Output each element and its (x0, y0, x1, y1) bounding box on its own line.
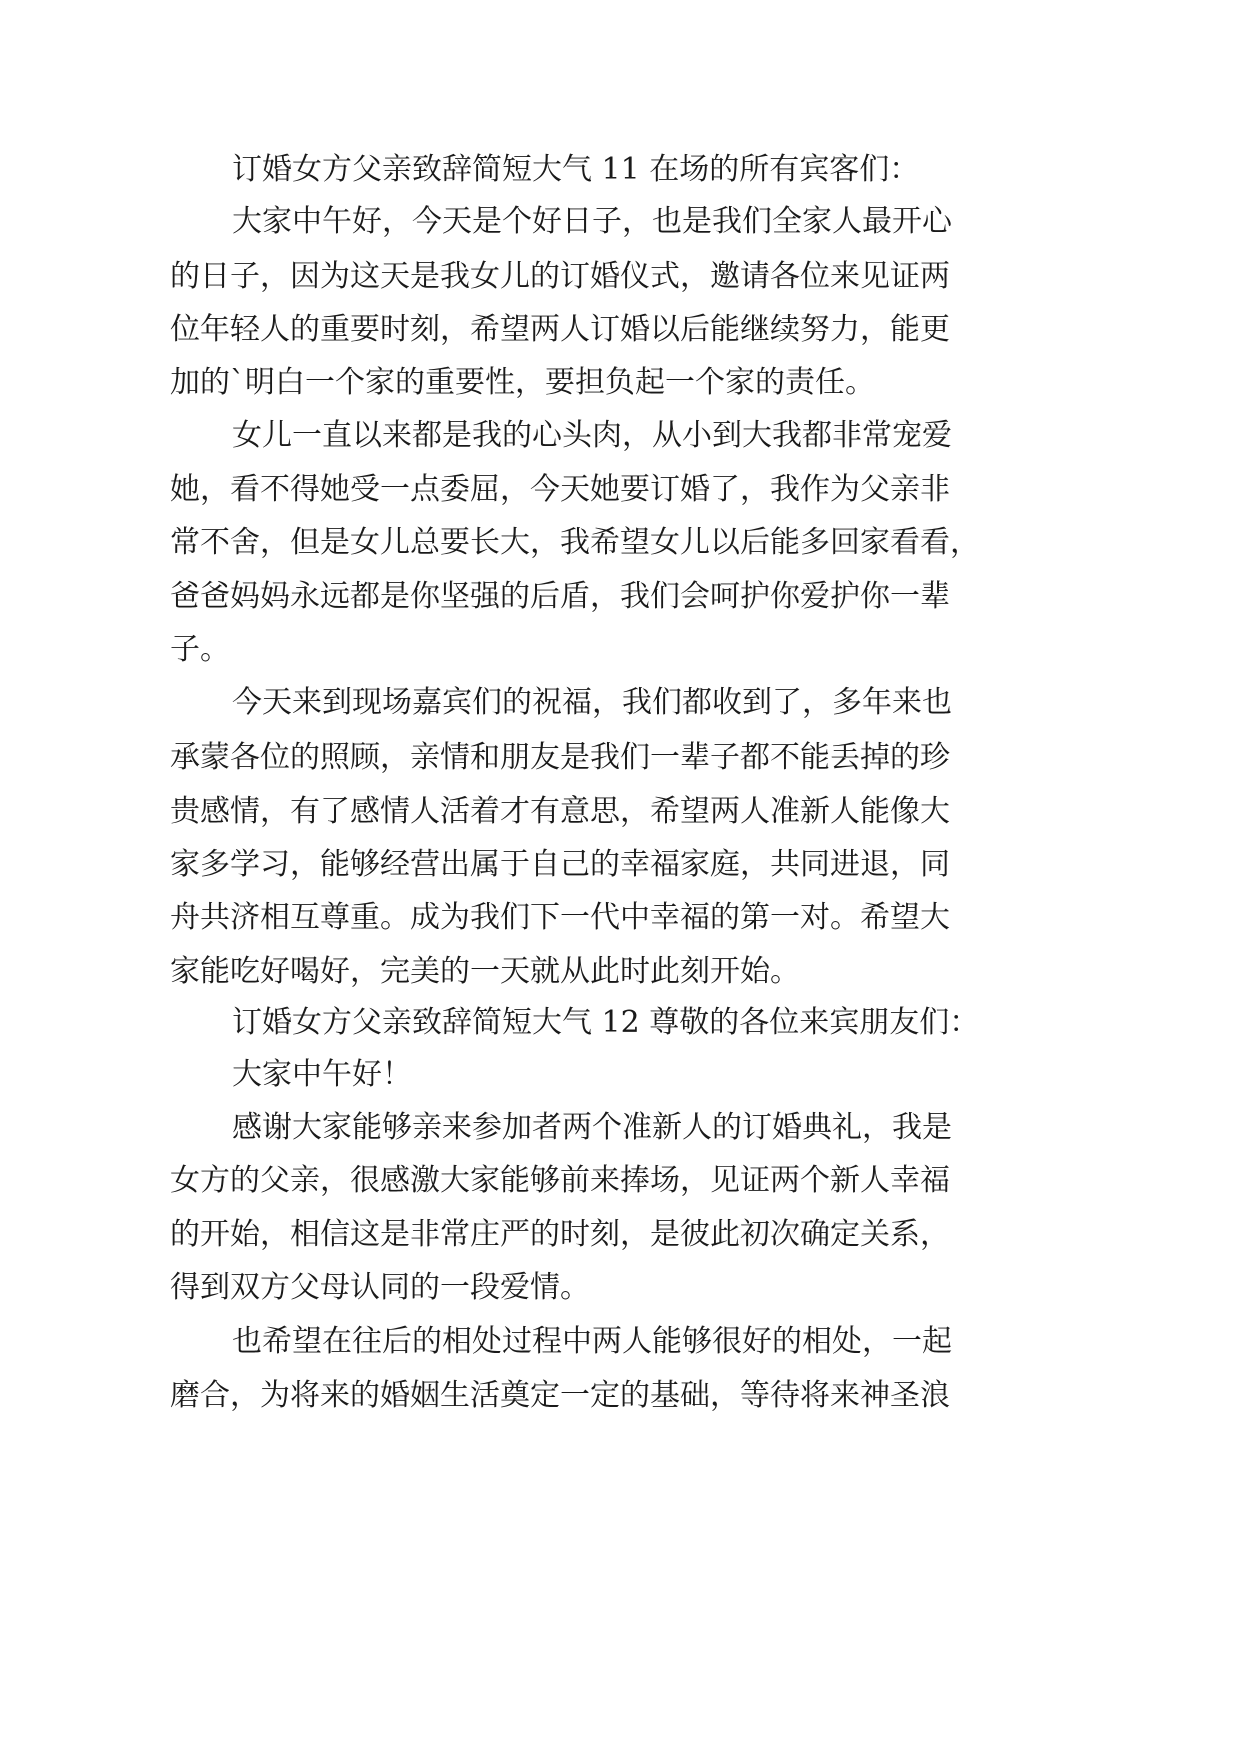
text-line: 得到双方父母认同的一段爱情。 (170, 1270, 590, 1305)
text-line: 女方的父亲，很感激大家能够前来捧场，见证两个新人幸福 (170, 1163, 950, 1198)
text-line: 大家中午好！ (232, 1057, 412, 1092)
text-line: 家能吃好喝好，完美的一天就从此时此刻开始。 (170, 954, 800, 989)
text-line: 子。 (170, 632, 230, 667)
text-line: 常不舍，但是女儿总要长大，我希望女儿以后能多回家看看， (170, 525, 980, 560)
text-line: 也希望在往后的相处过程中两人能够很好的相处，一起 (232, 1324, 952, 1359)
text-line: 磨合，为将来的婚姻生活奠定一定的基础，等待将来神圣浪 (170, 1378, 950, 1413)
text-line: 舟共济相互尊重。成为我们下一代中幸福的第一对。希望大 (170, 900, 950, 935)
text-line: 大家中午好，今天是个好日子，也是我们全家人最开心 (232, 204, 952, 239)
text-line: 感谢大家能够亲来参加者两个准新人的订婚典礼，我是 (232, 1110, 952, 1145)
text-line: 女儿一直以来都是我的心头肉，从小到大我都非常宠爱 (232, 418, 952, 453)
text-line: 订婚女方父亲致辞简短大气 12 尊敬的各位来宾朋友们： (232, 1005, 980, 1040)
text-line: 位年轻人的重要时刻，希望两人订婚以后能继续努力，能更 (170, 312, 950, 347)
text-line: 承蒙各位的照顾，亲情和朋友是我们一辈子都不能丢掉的珍 (170, 740, 950, 775)
text-line: 加的`明白一个家的重要性，要担负起一个家的责任。 (170, 365, 875, 400)
text-line: 贵感情，有了感情人活着才有意思，希望两人准新人能像大 (170, 794, 950, 829)
text-line: 订婚女方父亲致辞简短大气 11 在场的所有宾客们： (232, 152, 920, 187)
text-line: 的日子，因为这天是我女儿的订婚仪式，邀请各位来见证两 (170, 259, 950, 294)
text-line: 爸爸妈妈永远都是你坚强的后盾，我们会呵护你爱护你一辈 (170, 579, 950, 614)
text-line: 的开始，相信这是非常庄严的时刻，是彼此初次确定关系， (170, 1217, 950, 1252)
text-line: 今天来到现场嘉宾们的祝福，我们都收到了，多年来也 (232, 685, 952, 720)
text-line: 家多学习，能够经营出属于自己的幸福家庭，共同进退，同 (170, 847, 950, 882)
text-line: 她，看不得她受一点委屈，今天她要订婚了，我作为父亲非 (170, 472, 950, 507)
